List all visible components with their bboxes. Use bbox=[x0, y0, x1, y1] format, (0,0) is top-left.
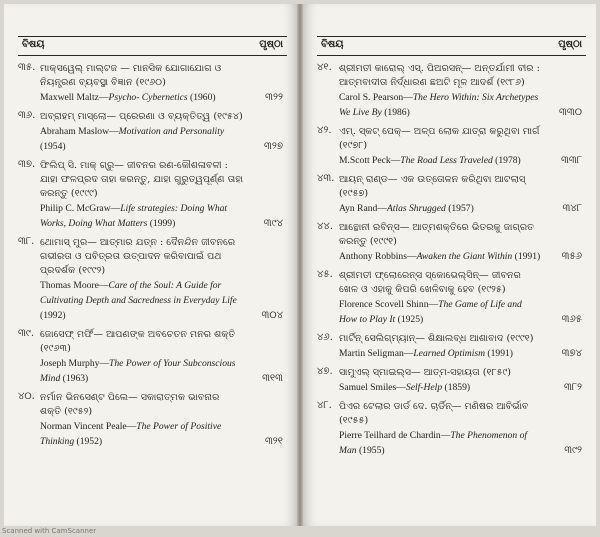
entry-odia-title: ଶ୍ରୀମତୀ କାରୋଲ୍ ଏସ୍. ପିଅରସନ୍— ଅନ୍ତର୍ଯାମୀ ବୀର : ଆତ୍ମବାଦୀତା ନିର୍ଦ୍ଧାରଣ ଛଅଟି ମୂଳ ଆଦର୍ଶ (୧୯୮୬) bbox=[339, 63, 540, 88]
entry-author: Maxwell Maltz— bbox=[40, 92, 109, 103]
toc-entry bbox=[317, 332, 582, 361]
entry-number: ୪୫. bbox=[317, 269, 333, 280]
entry-odia-title: ଥୋମାସ୍ ମୁର— ଆତ୍ମାର ଯତ୍ନ : ଦୈନନ୍ଦିନ ଜୀବନରେ ଗଭୀରତା ଓ ପବିତ୍ରତା ଉତ୍ପାଦନ କରିବାପାଇଁ ପଥ ପ୍ରଦର୍ଶକ (୧୯୯୨) bbox=[40, 237, 236, 276]
entry-page-number: ୩୧୩ bbox=[262, 373, 283, 384]
entry-author: Joseph Murphy— bbox=[40, 358, 110, 369]
entry-year: (1963) bbox=[60, 373, 89, 384]
entry-book-title: Awaken the Giant Within bbox=[416, 251, 513, 262]
toc-entry bbox=[18, 62, 283, 105]
entry-number: ୩୭. bbox=[18, 159, 36, 170]
entry-english bbox=[339, 90, 542, 120]
entry-book-title: The Hero Within: Six Archetypes We Live By bbox=[339, 92, 539, 118]
toc-entry bbox=[317, 173, 582, 216]
entry-number: ୪୮. bbox=[317, 400, 332, 411]
scanner-watermark: Scanned with CamScanner bbox=[2, 527, 97, 535]
entry-english bbox=[40, 278, 243, 323]
entry-author: M.Scott Peck— bbox=[339, 155, 401, 166]
entry-book-title: Life strategies: Doing What Works, Doing What Matters bbox=[40, 203, 228, 229]
entry-book-title: The Game of Life and How to Play It bbox=[339, 299, 522, 325]
entry-year: (1986) bbox=[381, 107, 410, 118]
left-page bbox=[4, 4, 297, 526]
header-subject: ବିଷୟ bbox=[22, 39, 45, 50]
toc-entry bbox=[18, 159, 283, 231]
entry-english bbox=[339, 249, 542, 264]
entry-page-number: ୩୨୭ bbox=[264, 141, 283, 152]
entry-odia-title: ଅବ୍ରାହମ୍ ମାସ୍ଲୋ— ପ୍ରେରଣା ଓ ବ୍ୟକ୍ତିତ୍ୱ (୧୯୫୪) bbox=[40, 111, 243, 122]
entry-author: Ayn Rand— bbox=[339, 203, 387, 214]
entry-english bbox=[40, 356, 243, 386]
entry-year: (1954) bbox=[40, 141, 66, 152]
entry-page-number: ୩୨୨ bbox=[265, 92, 283, 103]
entry-number: ୩୮. bbox=[18, 236, 35, 247]
entry-author: Samuel Smiles— bbox=[339, 382, 406, 393]
entry-odia-title: ସାମୁଏଲ୍ ସ୍ମାଇଲ୍ସ— ଆତ୍ମ-ସହାୟତା (୧୮୫୯) bbox=[339, 367, 512, 378]
entry-odia-title: ଆନ୍ଥୋନୀ ରବିନ୍ସ— ଆତ୍ମଶକ୍ତିରେ ଭିତରକୁ ଜାଗ୍ରତ କରନ୍ତୁ (୧୯୯୧) bbox=[339, 222, 534, 247]
entry-book-title: Motivation and Personality bbox=[118, 126, 225, 137]
toc-entry bbox=[18, 391, 283, 449]
entry-number: ୪୭. bbox=[317, 366, 333, 377]
entry-number: ୪୧. bbox=[317, 62, 332, 73]
entry-english bbox=[339, 201, 542, 216]
entry-book-title: Self-Help bbox=[405, 382, 443, 393]
entry-page-number: ୩୩୮ bbox=[561, 155, 582, 166]
entry-year: (1960) bbox=[187, 92, 216, 103]
entry-odia-title: ଆୟନ୍ ରାଣ୍ଡ— ଏକ ଉତ୍ତୋଳନ କରିଥିବା ଆଟଲାସ୍ (୧୯୫୭) bbox=[339, 174, 526, 199]
entry-page-number: ୩୮୨ bbox=[563, 382, 582, 393]
entry-year: (1978) bbox=[492, 155, 521, 166]
entry-number: ୩୯. bbox=[18, 328, 35, 339]
toc-entry bbox=[317, 366, 582, 395]
entry-number: ୪୨. bbox=[317, 125, 332, 136]
toc-entry bbox=[18, 236, 283, 323]
entry-year: (1859) bbox=[442, 382, 471, 393]
entry-author: Abraham Maslow— bbox=[40, 126, 119, 137]
entry-english bbox=[40, 419, 243, 449]
entry-odia-title: ମାର୍ଟିନ୍ ସେଲିଗ୍ମ୍ୟାନ୍— ଶିକ୍ଷାଲବ୍ଧ ଆଶାବାଦ (୧୯୯୧) bbox=[339, 333, 534, 344]
entry-page-number: ୩୩୦ bbox=[559, 107, 582, 118]
entry-book-title: The Road Less Traveled bbox=[400, 155, 493, 166]
entry-author: Pierre Teilhard de Chardin— bbox=[339, 430, 451, 441]
toc-entry bbox=[18, 328, 283, 386]
entry-english bbox=[40, 124, 243, 154]
right-page bbox=[303, 4, 596, 526]
entry-author: Thomas Moore— bbox=[40, 280, 109, 291]
entry-author: Martin Seligman— bbox=[339, 348, 414, 359]
entry-year: (1991) bbox=[512, 251, 541, 262]
entry-year: (1992) bbox=[40, 310, 66, 321]
entry-author: Norman Vincent Peale— bbox=[40, 421, 137, 432]
entry-number: ୪୦. bbox=[18, 391, 35, 402]
entry-book-title: The Phenomenon of Man bbox=[339, 430, 528, 456]
header-page: ପୃଷ୍ଠା bbox=[558, 39, 582, 50]
entry-page-number: ୩୯୪ bbox=[263, 218, 283, 229]
entry-year: (1957) bbox=[445, 203, 474, 214]
header-page: ପୃଷ୍ଠା bbox=[259, 39, 283, 50]
entry-page-number: ୩୯୨ bbox=[564, 445, 582, 456]
entry-author: Philip C. McGraw— bbox=[40, 203, 121, 214]
entry-book-title: Psycho- Cybernetics bbox=[108, 92, 188, 103]
entry-english bbox=[339, 428, 542, 458]
entry-number: ୪୪. bbox=[317, 221, 333, 232]
entry-english bbox=[339, 380, 542, 395]
entry-number: ୩୫. bbox=[18, 62, 36, 73]
entry-year: (1952) bbox=[74, 436, 103, 447]
entry-author: Florence Scovell Shinn— bbox=[339, 299, 439, 310]
entry-english bbox=[40, 90, 243, 105]
entry-year: (1955) bbox=[356, 445, 385, 456]
entry-book-title: The Power of Positive Thinking bbox=[40, 421, 222, 447]
entry-number: ୩୬. bbox=[18, 110, 36, 121]
entry-book-title: Care of the Soul: A Guide for Cultivating Depth and Sacredness in Everyday Life bbox=[40, 280, 237, 306]
entry-odia-title: ଶ୍ରୀମତୀ ଫ୍ଲୋରେନ୍ସ ସ୍କୋଭେଲ୍ସିନ୍— ଜୀବନର ଖେଳ ଓ ଏହାକୁ କିପରି ଖେଳିବାକୁ ହେବ (୧୯୨୫) bbox=[339, 270, 521, 295]
header-subject: ବିଷୟ bbox=[321, 39, 344, 50]
entry-author: Carol S. Pearson— bbox=[339, 92, 413, 103]
entry-year: (1991) bbox=[485, 348, 514, 359]
toc-entry bbox=[317, 400, 582, 458]
entry-book-title: The Power of Your Subconscious Mind bbox=[40, 358, 236, 384]
entry-page-number: ୩୪୮ bbox=[562, 203, 582, 214]
entry-year: (1999) bbox=[147, 218, 176, 229]
right-page-header bbox=[317, 36, 586, 56]
left-entries-list bbox=[18, 62, 283, 454]
entry-book-title: Atlas Shrugged bbox=[386, 203, 446, 214]
entry-odia-title: ଫିଲିପ୍ ସି. ମାକ୍ ଗ୍ରୁ— ଜୀବନର ରଣ-କୌଶଳାବଳୀ : ଯାହା ଫଳପ୍ରଦ ତାହା କରନ୍ତୁ, ଯାହା ଗୁରୁତ୍ୱପୂର୍ଣ୍ଣ ତାହା କରନ୍ତୁ (୧୯୯୯) bbox=[40, 160, 244, 199]
entry-page-number: ୩୨୧ bbox=[264, 436, 283, 447]
entry-english bbox=[339, 346, 542, 361]
toc-entry bbox=[317, 221, 582, 264]
toc-entry bbox=[317, 125, 582, 168]
entry-author: Anthony Robbins— bbox=[339, 251, 417, 262]
entry-page-number: ୩୫୬ bbox=[561, 251, 582, 262]
entry-odia-title: ମାକ୍ସୱେଲ୍ ମାଲ୍ଟଜ — ମାନସିକ ଯୋଗାଯୋଗ ଓ ନିୟନ୍ତ୍ରଣ ବ୍ୟବସ୍ଥା ବିଜ୍ଞାନ (୧୯୬୦) bbox=[40, 63, 222, 88]
toc-entry bbox=[317, 269, 582, 327]
entry-odia-title: ଜୋସେଫ୍ ମର୍ଫି— ଆପଣଙ୍କ ଅବଚେତନ ମନର ଶକ୍ତି (୧୯୬୩) bbox=[40, 329, 236, 354]
left-page-header bbox=[18, 36, 287, 56]
entry-english bbox=[339, 297, 542, 327]
entry-number: ୪୬. bbox=[317, 332, 333, 343]
entry-page-number: ୩୬୫ bbox=[561, 314, 582, 325]
right-entries-list bbox=[317, 62, 582, 463]
book-spread bbox=[4, 4, 596, 526]
entry-book-title: Learned Optimism bbox=[413, 348, 486, 359]
entry-page-number: ୩୭୪ bbox=[561, 348, 582, 359]
toc-entry bbox=[18, 110, 283, 154]
entry-odia-title: ନର୍ମାନ ଭିନସେଣ୍ଟ ପିଲେ— ସକାରାତ୍ମକ ଭାବନାର ଶକ୍ତି (୧୯୫୨) bbox=[40, 392, 220, 417]
entry-odia-title: ଏମ୍. ସ୍କଟ୍ ପେକ୍— ଅଳ୍ପ ଲୋକ ଯାତ୍ରା କରୁଥିବା ମାର୍ଗ (୧୯୭୮) bbox=[339, 126, 540, 151]
entry-odia-title: ପିଏର ଟେଲାର ଡାର୍ଡ ଦେ. ଚାର୍ଡିନ୍— ମଣିଷର ଆବିର୍ଭାବ (୧୯୫୫) bbox=[339, 401, 529, 426]
entry-number: ୪୩. bbox=[317, 173, 335, 184]
toc-entry bbox=[317, 62, 582, 120]
entry-year: (1925) bbox=[395, 314, 424, 325]
entry-english bbox=[339, 153, 542, 168]
entry-page-number: ୩୦୪ bbox=[261, 310, 283, 321]
entry-english bbox=[40, 201, 243, 231]
